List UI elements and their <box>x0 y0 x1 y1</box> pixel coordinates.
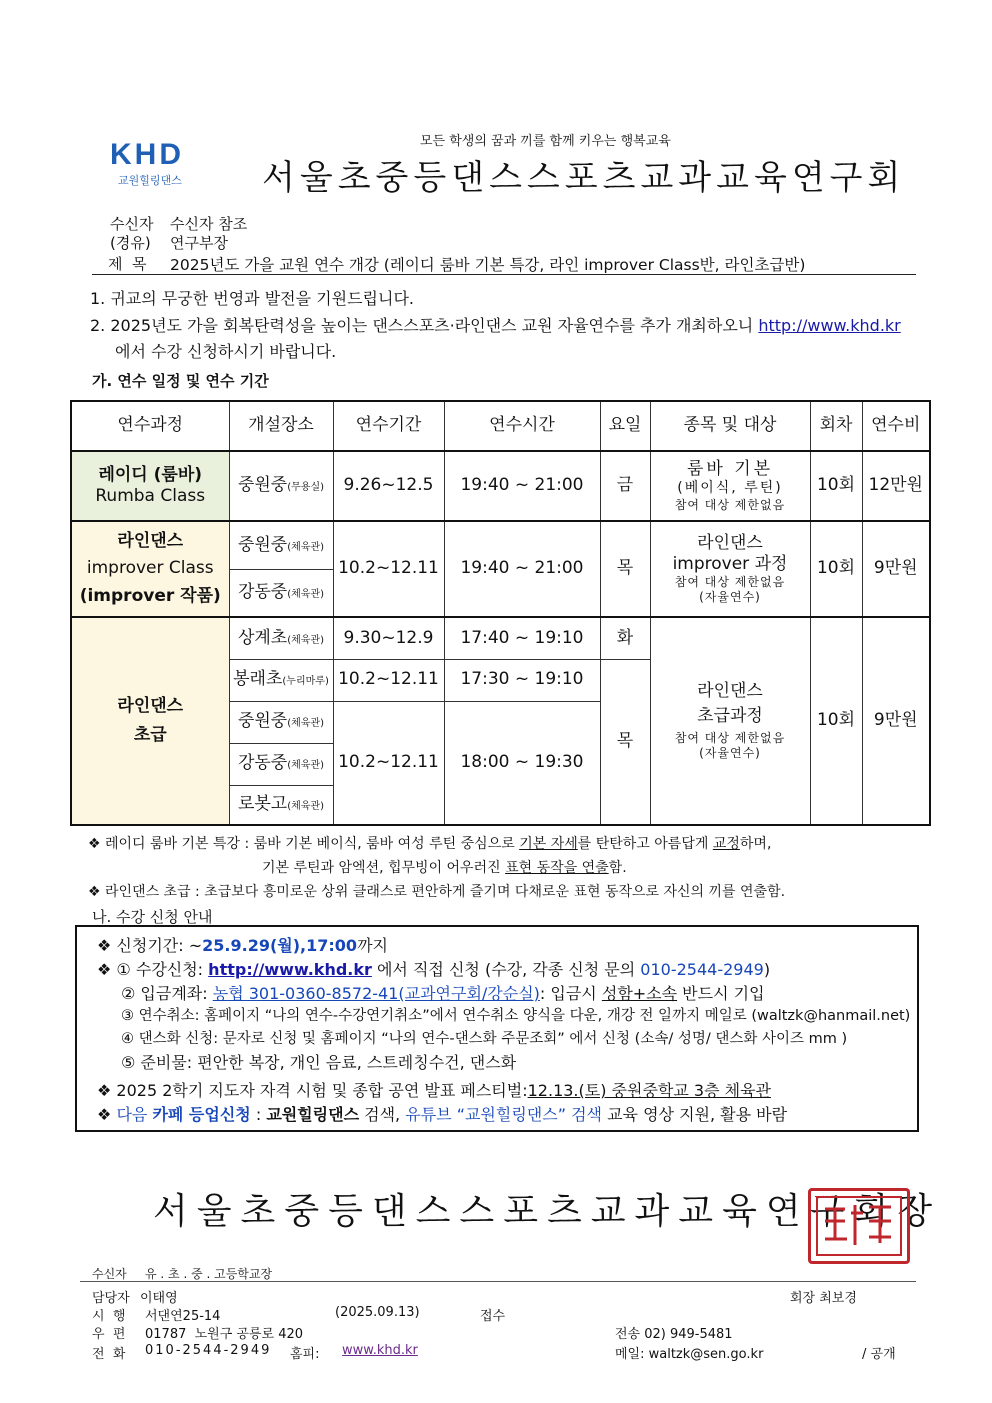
paragraph-2-text: 2. 2025년도 가을 회복탄력성을 높이는 댄스스포츠·라인댄스 교원 자율연수를 추가 개최하오니 <box>90 316 754 335</box>
time-cell: 19:40 ~ 21:00 <box>444 451 600 521</box>
footer-enforce-value: 서댄연25-14 <box>145 1309 221 1324</box>
header-fee: 연수비 <box>862 401 930 451</box>
count-cell: 10회 <box>810 451 862 521</box>
day-cell: 목 <box>600 521 650 617</box>
count-cell: 10회 <box>810 521 862 617</box>
header-place: 개설장소 <box>229 401 333 451</box>
section-na-heading: 나. 수강 신청 안내 <box>92 908 213 926</box>
org-title: 서울초중등댄스스포츠교과교육연구회 <box>262 158 906 198</box>
footer-phone-label: 전 화 <box>92 1347 126 1362</box>
target-cell: 라인댄스 improver 과정 참여 대상 제한없음 (자율연수) <box>650 521 810 617</box>
course-improver: 라인댄스 improver Class (improver 작품) <box>71 521 229 617</box>
via-label: (경유) <box>110 234 151 252</box>
paragraph-2 <box>90 313 901 336</box>
place-cell: 로봇고(체육관) <box>229 785 333 825</box>
note-rumba: ❖ 레이디 룸바 기본 특강 : 룸바 기본 베이식, 룸바 여성 루틴 중심으로 기본 자세를 탄탄하고 아름답게 교정하며, <box>88 836 772 852</box>
day-cell: 목 <box>600 659 650 825</box>
period-cell: 10.2~12.11 <box>333 521 444 617</box>
course-beginner: 라인댄스 초급 <box>71 617 229 825</box>
course-rumba <box>71 451 229 521</box>
apply-box <box>75 925 919 1132</box>
place-cell: 중원중(체육관) <box>229 521 333 569</box>
place-cell: 강동중(체육관) <box>229 743 333 785</box>
footer-public: / 공개 <box>862 1347 896 1362</box>
period-cell: 10.2~12.11 <box>333 701 444 825</box>
time-cell: 17:40 ~ 19:10 <box>444 617 600 659</box>
count-cell: 10회 <box>810 617 862 825</box>
place-cell: 봉래초(누리마루) <box>229 659 333 701</box>
footer-home-link[interactable]: www.khd.kr <box>342 1343 418 1358</box>
header-period: 연수기간 <box>333 401 444 451</box>
footer-phone-value: 010-2544-2949 <box>145 1343 272 1358</box>
apply-festival: ❖ 2025 2학기 지도자 자격 시험 및 종합 공연 발표 페스티벌:12.13.(토) 중원중학교 3층 체육관 <box>97 1081 771 1100</box>
recipient-label: 수신자 <box>110 215 154 233</box>
day-cell: 금 <box>600 451 650 521</box>
signature-title: 서울초중등댄스스포츠교과교육연구회장 <box>153 1191 941 1232</box>
footer-post-value: 01787 노원구 공릉로 420 <box>145 1327 304 1342</box>
footer-post-label: 우 편 <box>92 1327 126 1342</box>
apply-period: ❖ 신청기간: ~25.9.29(월),17:00까지 <box>97 936 388 955</box>
recipient-value: 수신자 참조 <box>170 215 248 233</box>
logo-text: KHD <box>110 138 184 171</box>
footer-mail: 메일: waltzk@sen.go.kr <box>615 1347 764 1362</box>
paragraph-2-cont: 에서 수강 신청하시기 바랍니다. <box>115 342 337 361</box>
footer-recipient-label: 수신자 <box>92 1267 127 1281</box>
table-row <box>71 451 930 521</box>
apply-cafe: ❖ 다음 카페 등업신청 : 교원힐링댄스 검색, 유튜브 “교원힐링댄스” 검색 교육 영상 지원, 활용 바람 <box>97 1105 788 1124</box>
apply-homepage-link[interactable]: http://www.khd.kr <box>208 960 372 979</box>
fee-cell: 12만원 <box>862 451 930 521</box>
footer-recipient-value: 유 . 초 . 중 . 고등학교장 <box>145 1267 273 1281</box>
place-cell: 상계초(체육관) <box>229 617 333 659</box>
course-rumba-name: 레이디 (룸바) <box>98 464 203 485</box>
note-rumba-cont: 기본 루틴과 암엑션, 힙무빙이 어우러진 표현 동작을 연출함. <box>262 860 627 876</box>
subject-value: 2025년도 가을 교원 연수 개강 (레이디 룸바 기본 특강, 라인 improver Class반, 라인초급반) <box>170 256 806 274</box>
footer-manager-value: 이태영 <box>140 1291 178 1306</box>
apply-step-1: ❖ ① 수강신청: http://www.khd.kr 에서 직접 신청 (수강, 각종 신청 문의 010-2544-2949) <box>97 960 771 979</box>
time-cell: 19:40 ~ 21:00 <box>444 521 600 617</box>
seal-pattern-icon <box>811 1191 907 1261</box>
apply-step-2: ② 입금계좌: 농협 301-0360-8572-41(교과연구회/강순실): 입금시 성함+소속 반드시 기입 <box>121 984 765 1003</box>
apply-step-5: ⑤ 준비물: 편안한 복장, 개인 음료, 스트레칭수건, 댄스화 <box>121 1053 517 1072</box>
subject-label: 제 목 <box>108 255 147 273</box>
header-time: 연수시간 <box>444 401 600 451</box>
period-cell: 9.30~12.9 <box>333 617 444 659</box>
apply-step-4: ④ 댄스화 신청: 문자로 신청 및 홈페이지 “나의 연수-댄스화 주문조회” 에서 신청 (소속/ 성명/ 댄스화 사이즈 mm ) <box>121 1031 848 1047</box>
course-rumba-en: Rumba Class <box>95 486 206 506</box>
note-beginner: ❖ 라인댄스 초급 : 초급보다 흥미로운 상위 클래스로 편안하게 즐기며 다채로운 표현 동작으로 자신의 끼를 연출함. <box>88 884 786 900</box>
subject-divider <box>92 274 916 275</box>
slogan: 모든 학생의 꿈과 끼를 함께 키우는 행복교육 <box>420 134 671 149</box>
place-cell: 중원중(체육관) <box>229 701 333 743</box>
schedule-table <box>70 400 931 826</box>
logo-subtitle: 교원힐링댄스 <box>118 174 182 187</box>
header-day: 요일 <box>600 401 650 451</box>
target-cell: 라인댄스 초급과정 참여 대상 제한없음 (자율연수) <box>650 617 810 825</box>
period-cell: 9.26~12.5 <box>333 451 444 521</box>
place-cell: 강동중(체육관) <box>229 569 333 617</box>
paragraph-1: 1. 귀교의 무궁한 번영과 발전을 기원드립니다. <box>90 289 414 308</box>
footer-president: 회장 최보경 <box>790 1291 857 1306</box>
header-count: 회차 <box>810 401 862 451</box>
target-cell: 룸바 기본 (베이식, 루틴) 참여 대상 제한없음 <box>650 451 810 521</box>
homepage-link[interactable]: http://www.khd.kr <box>758 316 901 335</box>
table-row <box>71 521 930 569</box>
footer-enforce-label: 시 행 <box>92 1309 126 1324</box>
footer-manager-label: 담당자 <box>92 1291 130 1306</box>
section-ga-heading: 가. 연수 일정 및 연수 기간 <box>92 372 269 390</box>
place-cell: 중원중(무용실) <box>229 451 333 521</box>
via-value: 연구부장 <box>170 234 228 252</box>
fee-cell: 9만원 <box>862 617 930 825</box>
day-cell: 화 <box>600 617 650 659</box>
time-cell: 18:00 ~ 19:30 <box>444 701 600 825</box>
period-cell: 10.2~12.11 <box>333 659 444 701</box>
header-course: 연수과정 <box>71 401 229 451</box>
footer-receipt: 접수 <box>480 1309 506 1324</box>
footer-date: (2025.09.13) <box>335 1305 420 1320</box>
official-seal <box>808 1188 910 1264</box>
apply-step-3: ③ 연수취소: 홈페이지 “나의 연수-수강연기취소”에서 연수취소 양식을 다운, 개강 전 일까지 메일로 (waltzk@hanmail.net) <box>121 1008 911 1024</box>
table-header-row <box>71 401 930 451</box>
footer-home-label: 홈피: <box>290 1347 320 1362</box>
table-row <box>71 617 930 659</box>
footer-fax: 전송 02) 949-5481 <box>615 1327 733 1342</box>
header-target: 종목 및 대상 <box>650 401 810 451</box>
time-cell: 17:30 ~ 19:10 <box>444 659 600 701</box>
fee-cell: 9만원 <box>862 521 930 617</box>
